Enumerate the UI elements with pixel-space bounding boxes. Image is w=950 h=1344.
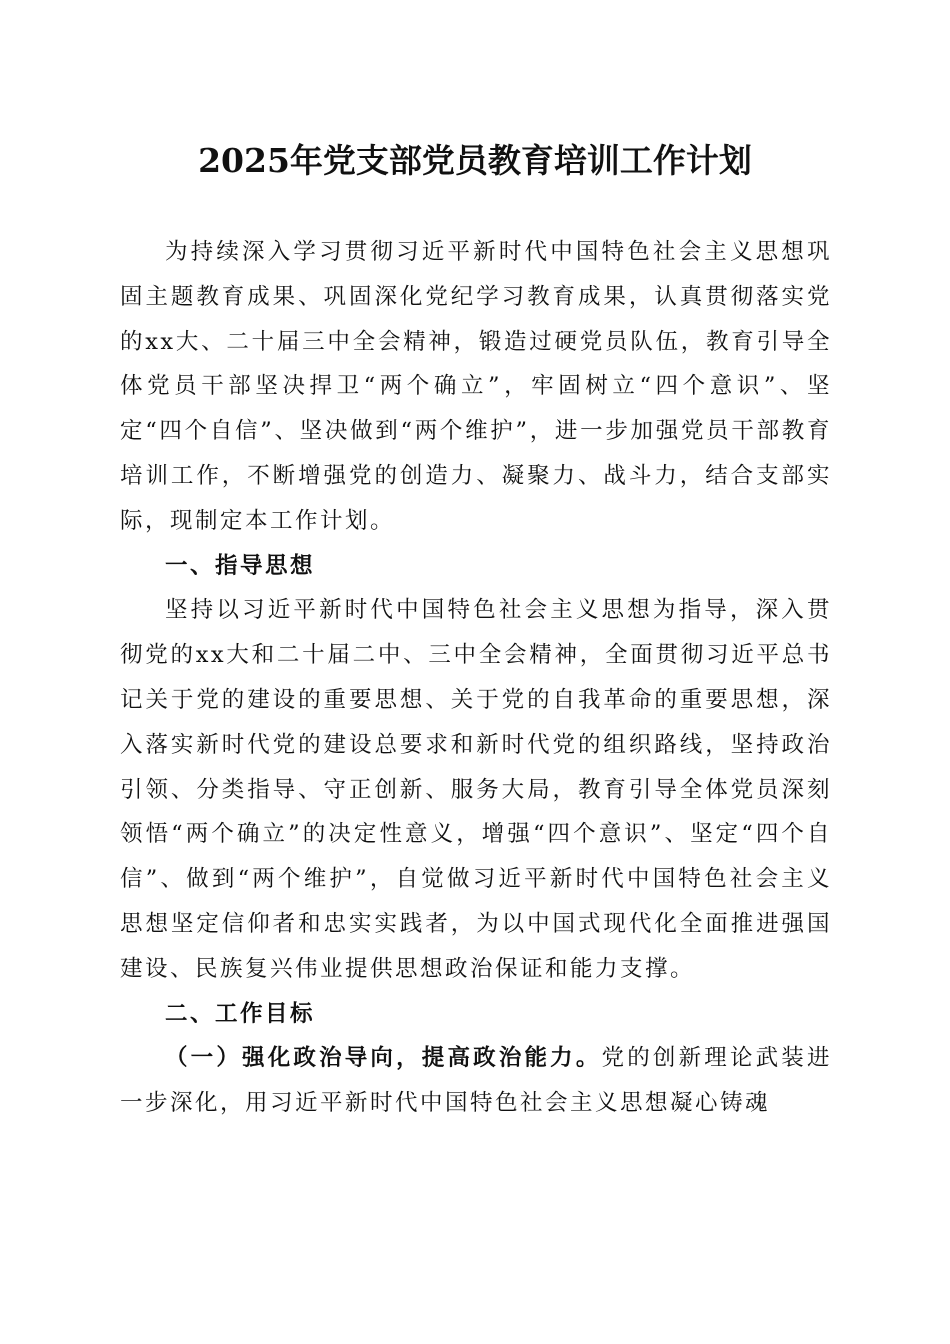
work-goal-item-1-body: 党的创新理论武装进一步深化，用习近平新时代中国特色社会主义思想凝心铸魂 (120, 1045, 832, 1117)
intro-paragraph: 为持续深入学习贯彻习近平新时代中国特色社会主义思想巩固主题教育成果、巩固深化党纪学习教育成果，认真贯彻落实党的xx大、二十届三中全会精神，锻造过硬党员队伍，教育引导全体党员干部坚决捍卫“两个确立”，牢固树立“四个意识”、坚定“四个自信”、坚决做到“两个维护”，进一步加强党员干部教育培训工作，不断增强党的创造力、凝聚力、战斗力，结合支部实际，现制定本工作计划。 (120, 239, 832, 534)
work-goal-item-1 (120, 1036, 832, 1126)
document-body (120, 230, 832, 1126)
guiding-ideology-paragraph: 坚持以习近平新时代中国特色社会主义思想为指导，深入贯彻党的xx大和二十届二中、三中全会精神，全面贯彻习近平总书记关于党的建设的重要思想、关于党的自我革命的重要思想，深入落实新时代党的建设总要求和新时代党的组织路线，坚持政治引领、分类指导、守正创新、服务大局，教育引导全体党员深刻领悟“两个确立”的决定性意义，增强“四个意识”、坚定“四个自信”、做到“两个维护”，自觉做习近平新时代中国特色社会主义思想坚定信仰者和忠实实践者，为以中国式现代化全面推进强国建设、民族复兴伟业提供思想政治保证和能力支撑。 (120, 597, 832, 982)
document-title: 2025年党支部党员教育培训工作计划 (198, 141, 752, 180)
section-heading-work-goals: 二、工作目标 (165, 1000, 316, 1027)
work-goal-item-1-lead: （一）强化政治导向，提高政治能力。 (165, 1045, 602, 1072)
section-heading-guiding-ideology: 一、指导思想 (165, 552, 316, 579)
